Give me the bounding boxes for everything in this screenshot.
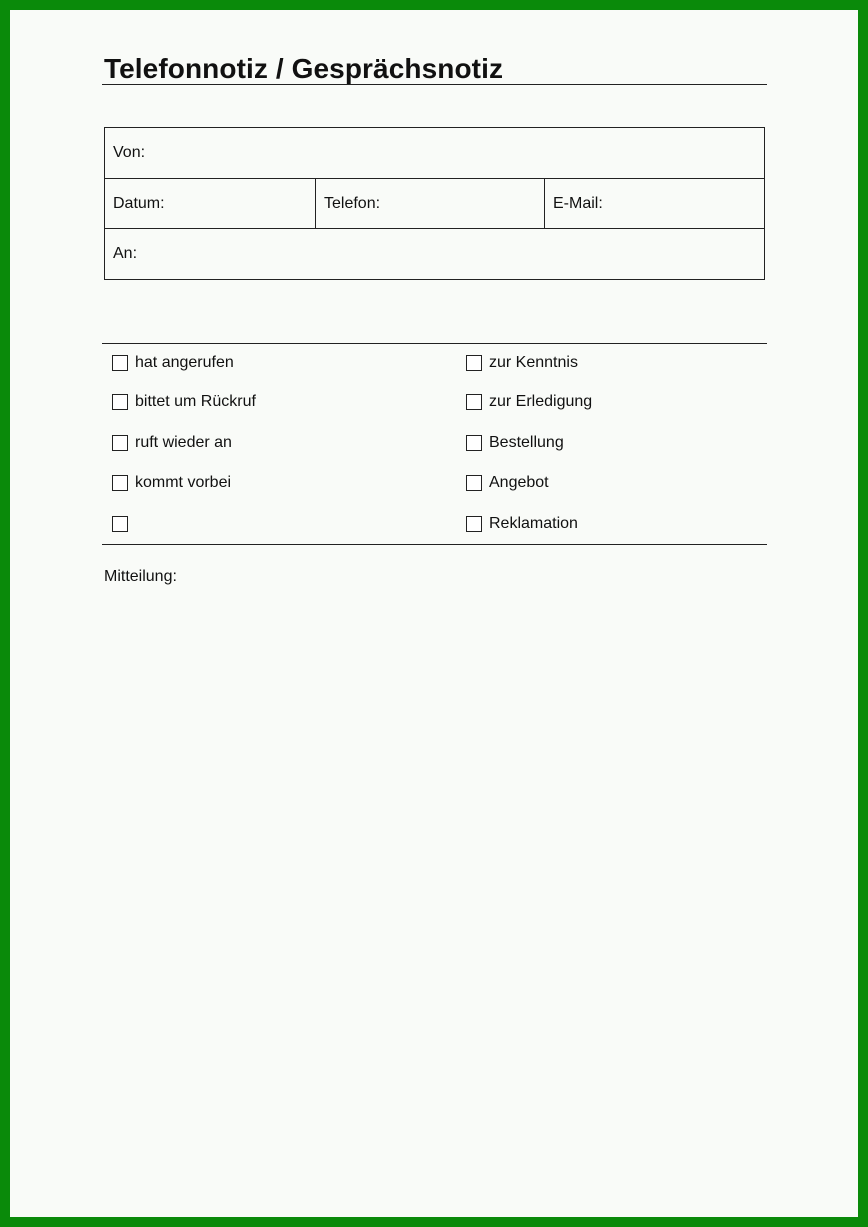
checkbox-icon[interactable] [466,394,482,410]
option-label: Bestellung [489,434,564,451]
option-label: hat angerufen [135,354,234,371]
checkbox-icon[interactable] [466,475,482,491]
checkbox-icon[interactable] [112,516,128,532]
checkbox-icon[interactable] [112,475,128,491]
option-kommt-vorbei[interactable] [112,472,231,494]
field-email-label: E-Mail: [553,194,603,212]
option-angebot[interactable] [466,472,549,494]
note-sheet [10,10,858,1217]
row-details [105,179,764,229]
option-label: bittet um Rückruf [135,393,256,410]
checkbox-icon[interactable] [112,394,128,410]
option-bestellung[interactable] [466,432,564,454]
field-von-label: Von: [113,144,146,161]
option-reklamation[interactable] [466,513,578,535]
title-underline [102,84,767,85]
row-from [105,128,764,179]
option-label: zur Kenntnis [489,354,578,371]
option-label: Angebot [489,474,549,491]
field-von[interactable] [105,128,764,178]
option-label: kommt vorbei [135,474,232,491]
option-zur-kenntnis[interactable] [466,352,578,374]
checkbox-icon[interactable] [466,355,482,371]
field-datum-label: Datum: [113,194,165,212]
option-blank[interactable] [112,513,135,535]
checkbox-icon[interactable] [112,435,128,451]
checkbox-icon[interactable] [112,355,128,371]
field-an[interactable] [105,229,764,279]
option-bittet-um-rueckruf[interactable] [112,391,256,413]
field-email[interactable] [545,179,764,228]
option-label: ruft wieder an [135,434,232,451]
checkbox-icon[interactable] [466,435,482,451]
message-label: Mitteilung: [104,568,177,585]
options-bottom-rule [102,544,767,545]
checkbox-icon[interactable] [466,516,482,532]
option-ruft-wieder-an[interactable] [112,432,232,454]
field-telefon-label: Telefon: [324,194,381,212]
field-telefon[interactable] [316,179,545,228]
option-hat-angerufen[interactable] [112,352,234,374]
option-label: zur Erledigung [489,393,593,410]
options-top-rule [102,343,767,344]
contact-info-table [104,127,765,280]
option-zur-erledigung[interactable] [466,391,592,413]
field-an-label: An: [113,245,138,262]
field-datum[interactable] [105,179,316,228]
page-title: Telefonnotiz / Gesprächsnotiz [104,53,504,84]
row-to [105,229,764,279]
option-label: Reklamation [489,515,578,532]
